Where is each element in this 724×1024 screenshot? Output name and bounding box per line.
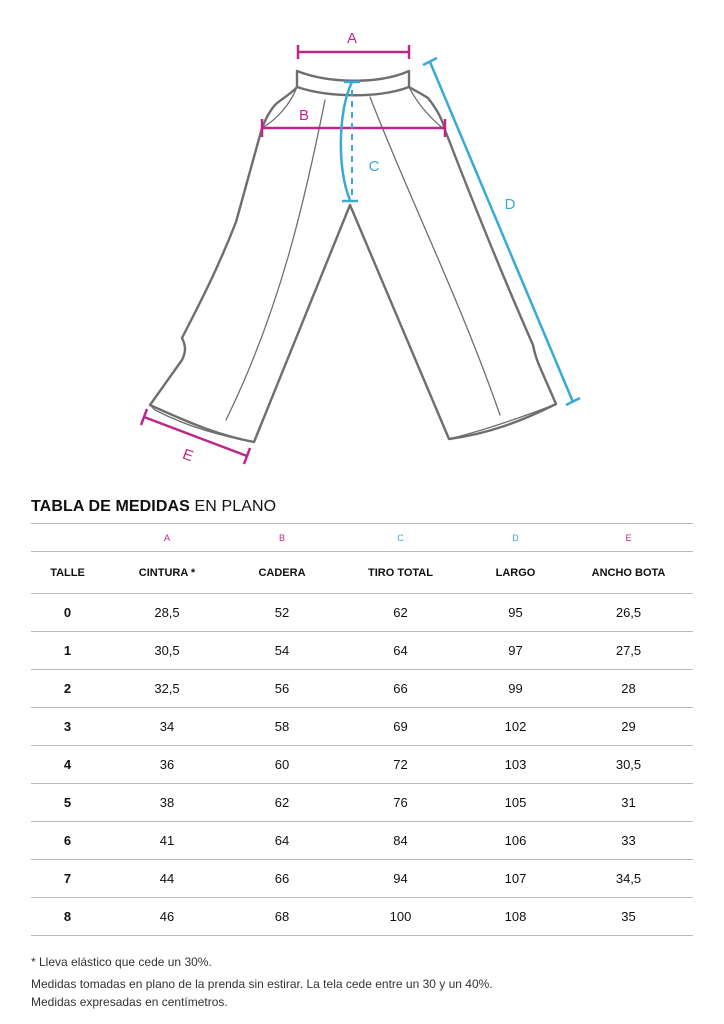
table-cell: 28 — [621, 681, 636, 696]
table-cell: 35 — [621, 909, 636, 924]
table-cell: 102 — [504, 719, 527, 734]
column-header-2: CADERA — [258, 566, 306, 579]
table-cell: 107 — [504, 871, 527, 886]
column-letter-1: A — [163, 532, 170, 543]
table-row — [31, 594, 693, 632]
table-cell: 66 — [393, 681, 408, 696]
table-cell: 64 — [274, 833, 290, 848]
table-row — [31, 670, 693, 708]
column-letter-2: B — [278, 532, 285, 543]
table-cell: 99 — [508, 681, 523, 696]
notes — [31, 953, 493, 1011]
table-cell: 4 — [63, 757, 72, 772]
header-row — [31, 552, 693, 594]
table-cell: 56 — [274, 681, 290, 696]
table-cell: 76 — [393, 795, 408, 810]
table-cell: 29 — [621, 719, 636, 734]
right-hem — [449, 404, 556, 439]
table-cell: 30,5 — [615, 757, 642, 772]
table-cell: 84 — [393, 833, 408, 848]
table-cell: 103 — [504, 757, 527, 772]
table-cell: 108 — [504, 909, 527, 924]
table-cell: 54 — [274, 643, 290, 658]
table-title — [31, 498, 276, 516]
table-cell: 0 — [63, 605, 72, 620]
column-header-3: TIRO TOTAL — [368, 566, 433, 579]
table-cell: 62 — [393, 605, 408, 620]
note-units: Medidas expresadas en centímetros. — [31, 995, 228, 1009]
measure-a — [298, 45, 409, 59]
table-cell: 60 — [274, 757, 290, 772]
table-cell: 26,5 — [615, 605, 642, 620]
column-letter-4: D — [512, 532, 519, 543]
table-cell: 32,5 — [154, 681, 180, 696]
table-row — [31, 708, 693, 746]
table-cell: 27,5 — [615, 643, 642, 658]
table-cell: 64 — [393, 643, 408, 658]
column-header-0: TALLE — [50, 566, 85, 579]
table-row — [31, 898, 693, 936]
column-letter-3: C — [397, 532, 404, 543]
table-cell: 2 — [63, 681, 72, 696]
label-a: A — [346, 30, 358, 47]
measure-d — [423, 58, 580, 405]
column-letter-0 — [31, 524, 104, 552]
table-cell: 105 — [504, 795, 527, 810]
table-cell: 106 — [504, 833, 527, 848]
table-cell: 97 — [508, 643, 523, 658]
left-leg-seam — [226, 100, 325, 420]
table-row — [31, 784, 693, 822]
label-c: C — [368, 158, 380, 175]
label-b: B — [298, 107, 310, 124]
table-cell: 44 — [159, 871, 175, 886]
table-cell: 31 — [621, 795, 636, 810]
measure-c — [341, 82, 360, 201]
table-cell: 72 — [393, 757, 408, 772]
pants-silhouette — [150, 87, 556, 442]
table-cell: 34 — [159, 719, 175, 734]
table-cell: 7 — [63, 871, 72, 886]
table-cell: 8 — [63, 909, 72, 924]
column-letter-5: E — [625, 532, 632, 543]
table-cell: 5 — [63, 795, 72, 810]
left-hem — [150, 405, 254, 442]
measure-b — [262, 119, 445, 137]
column-header-5: ANCHO BOTA — [591, 566, 666, 579]
column-header-4: LARGO — [495, 566, 536, 579]
table-cell: 6 — [63, 833, 72, 848]
table-row — [31, 746, 693, 784]
label-e: E — [180, 445, 196, 466]
table-cell: 52 — [274, 605, 290, 620]
pants-measurement-diagram — [0, 0, 724, 490]
column-header-1: CINTURA * — [138, 566, 196, 579]
table-cell: 41 — [159, 833, 175, 848]
table-cell: 34,5 — [615, 871, 642, 886]
table-row — [31, 860, 693, 898]
table-cell: 100 — [389, 909, 412, 924]
table-row — [31, 632, 693, 670]
table-cell: 33 — [621, 833, 636, 848]
right-pocket — [409, 87, 445, 130]
table-title-bold: TABLA DE MEDIDAS — [31, 498, 190, 515]
table-cell: 94 — [393, 871, 408, 886]
table-cell: 28,5 — [154, 605, 180, 620]
table-cell: 66 — [274, 871, 290, 886]
table-cell: 62 — [274, 795, 290, 810]
table-cell: 68 — [274, 909, 290, 924]
right-leg-seam — [370, 97, 500, 415]
table-cell: 69 — [393, 719, 408, 734]
table-cell: 46 — [159, 909, 175, 924]
table-cell: 3 — [63, 719, 72, 734]
table-cell: 58 — [274, 719, 290, 734]
table-title-rest: EN PLANO — [189, 498, 277, 515]
table-row — [31, 822, 693, 860]
table-cell: 30,5 — [154, 643, 180, 658]
note-elastic: * Lleva elástico que cede un 30%. — [31, 955, 212, 969]
table-cell: 1 — [63, 643, 72, 658]
letter-row — [31, 524, 693, 552]
label-d: D — [504, 196, 516, 213]
note-flat-measure: Medidas tomadas en plano de la prenda sin estirar. La tela cede entre un 30 y un 40%. — [31, 977, 493, 991]
table-cell: 38 — [159, 795, 175, 810]
size-table — [31, 523, 693, 936]
table-cell: 95 — [508, 605, 523, 620]
table-cell: 36 — [159, 757, 175, 772]
